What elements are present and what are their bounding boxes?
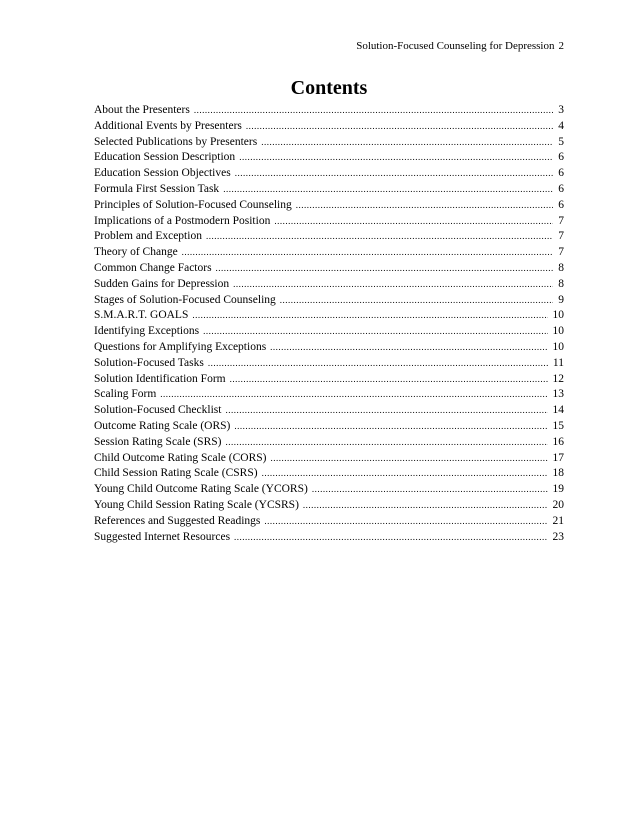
toc-entry-title: Scaling Form — [94, 388, 157, 401]
toc-entry-page: 15 — [552, 419, 564, 432]
toc-entry-title: Child Outcome Rating Scale (CORS) — [94, 451, 267, 464]
toc-entry-title: Additional Events by Presenters — [94, 119, 242, 132]
toc-entry-title: Solution-Focused Tasks — [94, 356, 204, 369]
toc-entry-page: 10 — [552, 325, 564, 338]
toc-entry-page: 19 — [552, 483, 564, 496]
toc-entry-title: Questions for Amplifying Exceptions — [94, 340, 267, 353]
toc-entry-title: References and Suggested Readings — [94, 514, 261, 527]
toc-entry-title: Child Session Rating Scale (CSRS) — [94, 467, 258, 480]
toc-entry-page: 10 — [552, 309, 564, 322]
toc-entry-page: 14 — [552, 404, 564, 417]
toc-entry[interactable] — [94, 340, 564, 356]
running-header-title: Solution-Focused Counseling for Depression — [356, 40, 555, 52]
page-number: 2 — [558, 40, 564, 52]
toc-entry-page: 6 — [558, 151, 564, 164]
dot-leader — [225, 403, 547, 419]
toc-entry[interactable] — [94, 530, 564, 546]
toc-entry-title: Solution-Focused Checklist — [94, 404, 222, 417]
toc-entry-title: S.M.A.R.T. GOALS — [94, 309, 189, 322]
toc-entry-page: 7 — [558, 214, 564, 227]
toc-entry-title: Problem and Exception — [94, 230, 202, 243]
running-header — [356, 40, 564, 53]
toc-entry-page: 6 — [558, 167, 564, 180]
dot-leader — [303, 498, 548, 514]
toc-entry[interactable] — [94, 166, 564, 182]
toc-entry-title: Young Child Session Rating Scale (YCSRS) — [94, 498, 299, 511]
toc-entry-title: Education Session Description — [94, 151, 236, 164]
toc-entry-page: 11 — [552, 356, 564, 369]
toc-entry-page: 17 — [552, 451, 564, 464]
toc-entry[interactable] — [94, 482, 564, 498]
dot-leader — [246, 119, 553, 135]
toc-entry[interactable] — [94, 514, 564, 530]
toc-entry-title: Implications of a Postmodern Position — [94, 214, 271, 227]
toc-entry[interactable] — [94, 372, 564, 388]
toc-entry-title: About the Presenters — [94, 104, 190, 116]
toc-title: Contents — [290, 77, 368, 99]
toc-entry[interactable] — [94, 356, 564, 372]
dot-leader — [225, 435, 547, 451]
toc-entry-title: Solution Identification Form — [94, 372, 226, 385]
dot-leader — [264, 514, 547, 530]
toc-entry-title: Common Change Factors — [94, 261, 212, 274]
dot-leader — [216, 261, 554, 277]
dot-leader — [192, 308, 547, 324]
dot-leader — [312, 482, 548, 498]
toc-entry-page: 10 — [552, 340, 564, 353]
toc-entry[interactable] — [94, 435, 564, 451]
toc-entry-title: Theory of Change — [94, 246, 178, 259]
toc-entry-title: Suggested Internet Resources — [94, 530, 231, 543]
toc-entry-page: 18 — [552, 467, 564, 480]
toc-entry[interactable] — [94, 229, 564, 245]
toc-entry[interactable] — [94, 403, 564, 419]
toc-entry[interactable] — [94, 293, 564, 309]
dot-leader — [261, 135, 553, 151]
toc-entry-title: Young Child Outcome Rating Scale (YCORS) — [94, 483, 308, 496]
toc-entry[interactable] — [94, 498, 564, 514]
toc-entry-page: 7 — [558, 246, 564, 259]
dot-leader — [234, 419, 547, 435]
dot-leader — [280, 293, 553, 309]
toc-entry[interactable] — [94, 198, 564, 214]
dot-leader — [203, 324, 547, 340]
toc-entry[interactable] — [94, 261, 564, 277]
toc-entry[interactable] — [94, 419, 564, 435]
toc-entry-page: 6 — [558, 198, 564, 211]
toc-entry-page: 8 — [558, 261, 564, 274]
toc-entry-page: 9 — [558, 293, 564, 306]
toc-entry-title: Session Rating Scale (SRS) — [94, 435, 222, 448]
toc-entry[interactable] — [94, 135, 564, 151]
toc-entry-page: 16 — [552, 435, 564, 448]
toc-entry[interactable] — [94, 182, 564, 198]
toc-entry-page: 3 — [558, 104, 564, 116]
toc-entry-title: Outcome Rating Scale (ORS) — [94, 419, 231, 432]
toc-entry-page: 12 — [552, 372, 564, 385]
toc-entry-title: Sudden Gains for Depression — [94, 277, 230, 290]
toc-entry[interactable] — [94, 466, 564, 482]
toc-entry-title: Formula First Session Task — [94, 182, 220, 195]
toc-entry-page: 13 — [552, 388, 564, 401]
toc-entry-title: Stages of Solution-Focused Counseling — [94, 293, 276, 306]
toc-entry[interactable] — [94, 245, 564, 261]
toc-entry-page: 21 — [552, 514, 564, 527]
toc-entry[interactable] — [94, 119, 564, 135]
toc-entry[interactable] — [94, 451, 564, 467]
dot-leader — [160, 387, 547, 403]
toc-entry-title: Selected Publications by Presenters — [94, 135, 258, 148]
dot-leader — [223, 182, 553, 198]
dot-leader — [233, 277, 553, 293]
dot-leader — [234, 530, 547, 546]
toc-entry-page: 8 — [558, 277, 564, 290]
dot-leader — [270, 340, 547, 356]
dot-leader — [206, 229, 553, 245]
toc-entry[interactable] — [94, 214, 564, 230]
toc-entry[interactable] — [94, 387, 564, 403]
toc-entry-title: Education Session Objectives — [94, 167, 231, 180]
dot-leader — [208, 356, 548, 372]
dot-leader — [239, 150, 553, 166]
dot-leader — [296, 198, 554, 214]
toc-entry-page: 7 — [558, 230, 564, 243]
toc-list — [94, 103, 564, 545]
dot-leader — [270, 451, 547, 467]
toc-entry-page: 5 — [558, 135, 564, 148]
toc-entry-page: 23 — [552, 530, 564, 543]
dot-leader — [194, 103, 553, 119]
toc-entry[interactable] — [94, 277, 564, 293]
dot-leader — [262, 466, 548, 482]
dot-leader — [230, 372, 548, 388]
dot-leader — [274, 214, 553, 230]
toc-entry[interactable] — [94, 150, 564, 166]
toc-entry[interactable] — [94, 103, 564, 119]
toc-entry-title: Identifying Exceptions — [94, 325, 200, 338]
toc-entry-title: Principles of Solution-Focused Counseling — [94, 198, 292, 211]
toc-entry-page: 6 — [558, 182, 564, 195]
dot-leader — [182, 245, 554, 261]
toc-entry[interactable] — [94, 308, 564, 324]
dot-leader — [235, 166, 554, 182]
toc-entry-page: 20 — [552, 498, 564, 511]
toc-entry-page: 4 — [558, 119, 564, 132]
toc-entry[interactable] — [94, 324, 564, 340]
